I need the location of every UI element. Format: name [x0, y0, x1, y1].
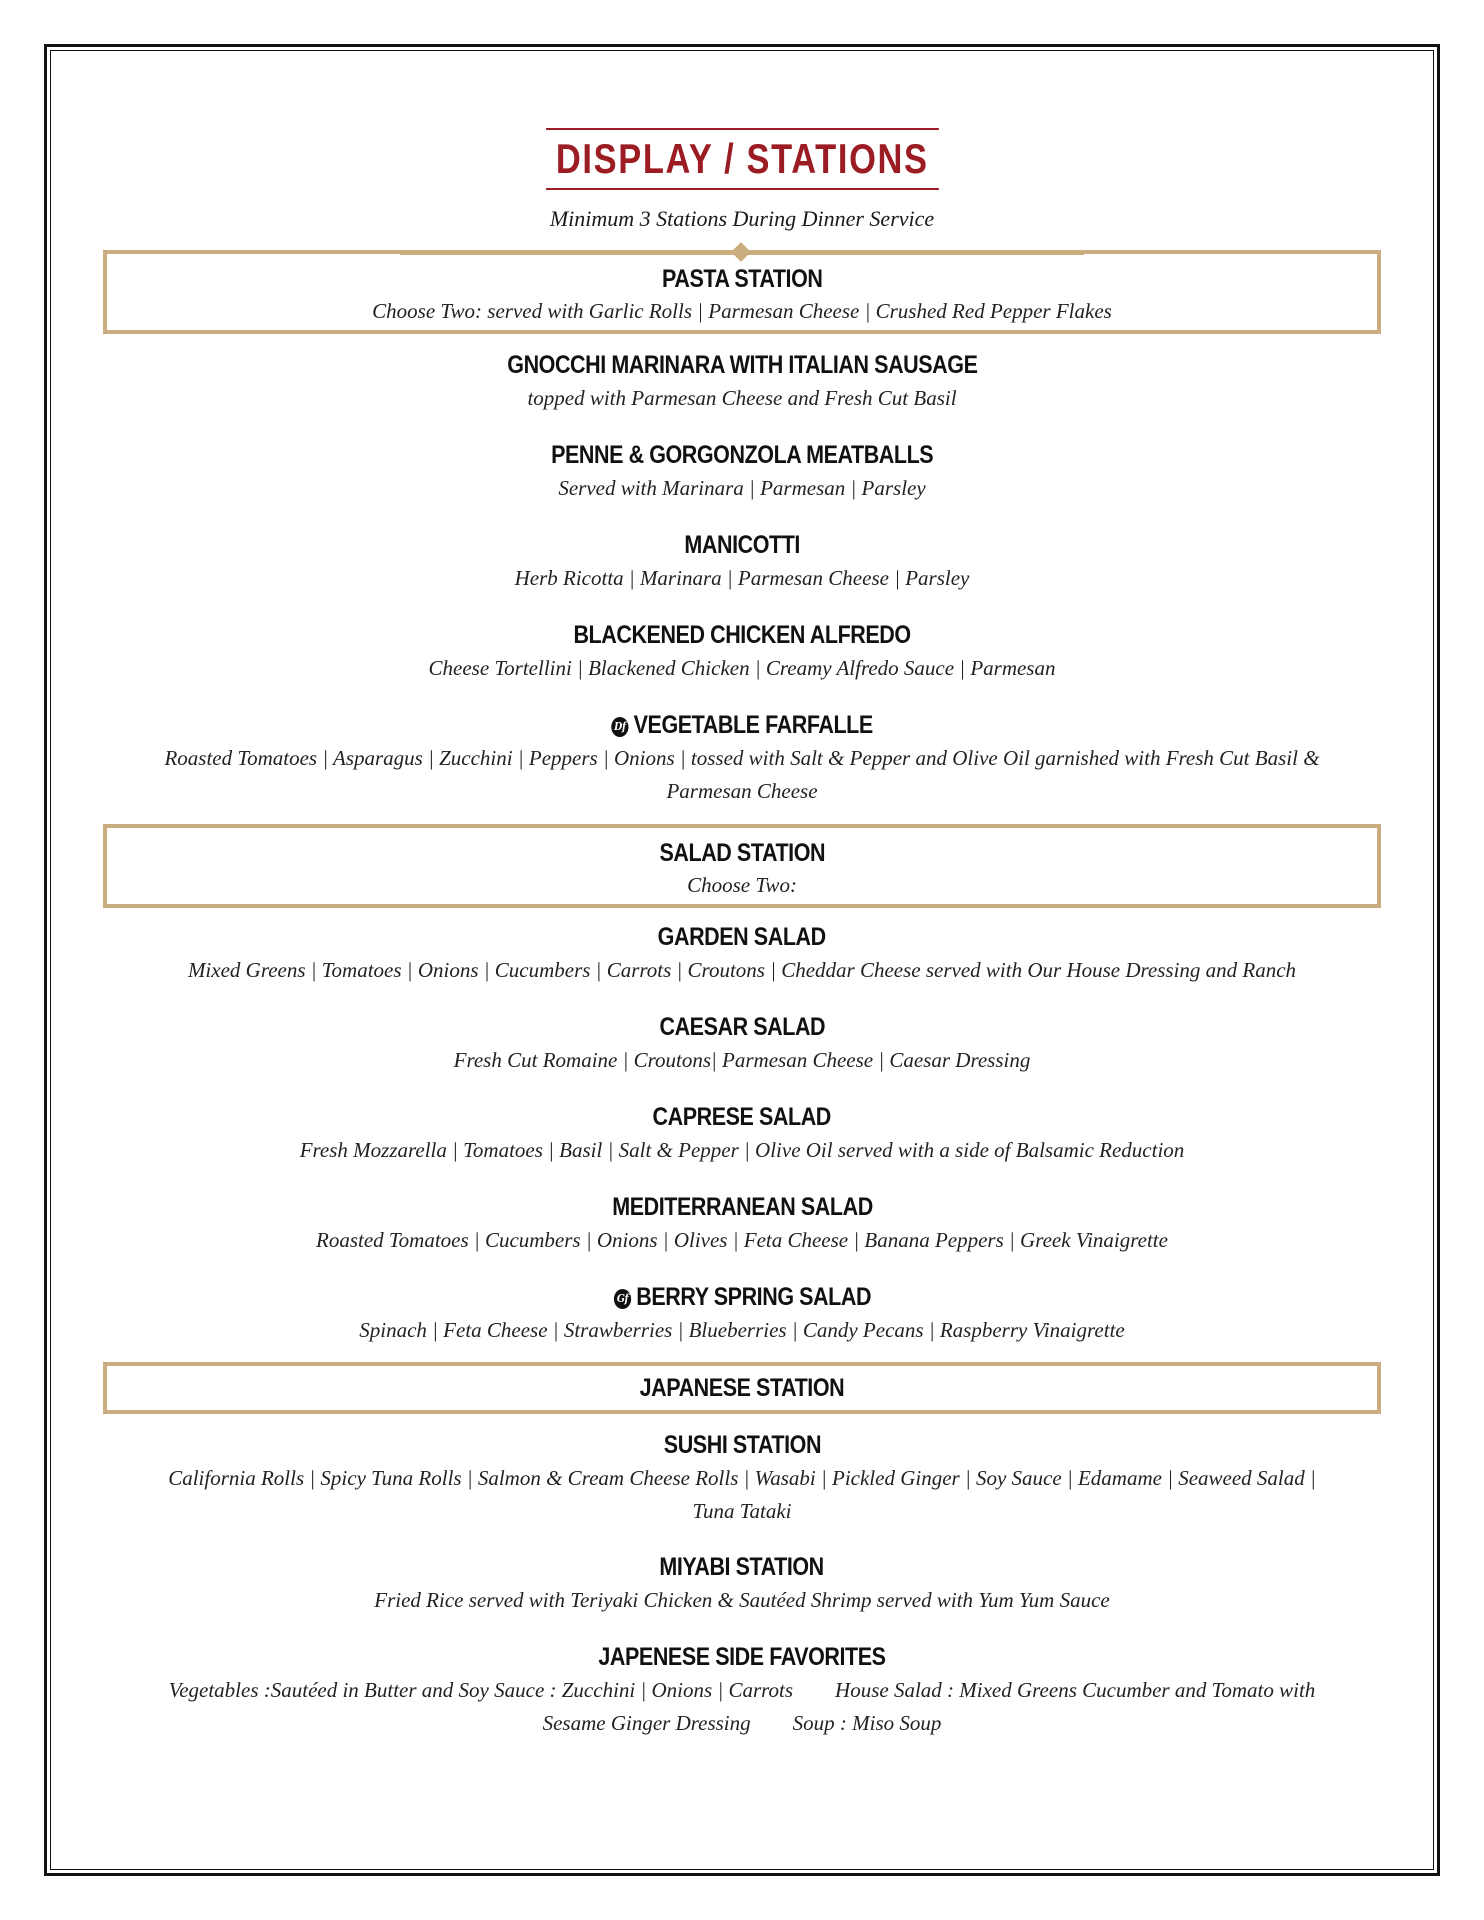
salad-station-note: Choose Two:	[687, 873, 797, 897]
menu-item	[120, 618, 1364, 685]
japanese-station-box	[103, 1362, 1381, 1414]
item-name: VEGETABLE FARFALLE	[633, 711, 873, 739]
item-description-cont: Sesame Ginger Dressing Soup : Miso Soup	[542, 1711, 942, 1735]
menu-item	[120, 438, 1364, 505]
item-description: Roasted Tomatoes | Asparagus | Zucchini | Peppers | Onions | tossed with Salt & Pepper and Olive Oil garnished with Fresh Cut Basil &	[164, 746, 1320, 770]
item-description: Served with Marinara | Parmesan | Parsley	[558, 476, 926, 500]
menu-item	[120, 1190, 1364, 1257]
item-description-cont: Tuna Tataki	[692, 1499, 792, 1523]
menu-item	[120, 1010, 1364, 1077]
menu-item	[120, 920, 1364, 987]
menu-item	[120, 1550, 1364, 1617]
item-name: BLACKENED CHICKEN ALFREDO	[573, 621, 911, 649]
item-name: GARDEN SALAD	[657, 923, 827, 951]
page-title: DISPLAY / STATIONS	[546, 128, 938, 190]
pasta-station-heading: PASTA STATION	[661, 265, 823, 293]
dairy-free-icon: Df	[611, 717, 628, 737]
item-description: Vegetables :Sautéed in Butter and Soy Sauce : Zucchini | Onions | Carrots House Salad : Mixed Greens Cucumber and Tomato with	[168, 1678, 1316, 1702]
menu-item	[120, 528, 1364, 595]
item-description: topped with Parmesan Cheese and Fresh Cut Basil	[527, 386, 957, 410]
item-description: California Rolls | Spicy Tuna Rolls | Salmon & Cream Cheese Rolls | Wasabi | Pickled Ginger | Soy Sauce | Edamame | Seaweed Salad |	[168, 1466, 1316, 1490]
item-description: Herb Ricotta | Marinara | Parmesan Cheese | Parsley	[514, 566, 970, 590]
pasta-station-box	[103, 250, 1381, 334]
item-description: Mixed Greens | Tomatoes | Onions | Cucumbers | Carrots | Croutons | Cheddar Cheese served with Our House Dressing and Ranch	[187, 958, 1297, 982]
item-name: GNOCCHI MARINARA WITH ITALIAN SAUSAGE	[506, 351, 978, 379]
item-description: Fried Rice served with Teriyaki Chicken & Sautéed Shrimp served with Yum Yum Sauce	[374, 1588, 1110, 1612]
menu-item	[120, 1640, 1364, 1740]
item-description: Fresh Mozzarella | Tomatoes | Basil | Salt & Pepper | Olive Oil served with a side of Balsamic Reduction	[299, 1138, 1185, 1162]
menu-item	[120, 1428, 1364, 1528]
item-name: SUSHI STATION	[663, 1431, 821, 1459]
item-description: Spinach | Feta Cheese | Strawberries | Blueberries | Candy Pecans | Raspberry Vinaigrette	[359, 1318, 1125, 1342]
salad-station-heading: SALAD STATION	[659, 839, 825, 867]
item-name: MANICOTTI	[684, 531, 800, 559]
menu-item	[120, 348, 1364, 415]
item-name: MEDITERRANEAN SALAD	[611, 1193, 873, 1221]
pasta-station-note: Choose Two: served with Garlic Rolls | Parmesan Cheese | Crushed Red Pepper Flakes	[372, 299, 1112, 323]
item-description: Fresh Cut Romaine | Croutons| Parmesan Cheese | Caesar Dressing	[453, 1048, 1031, 1072]
item-name: CAPRESE SALAD	[652, 1103, 832, 1131]
item-description: Roasted Tomatoes | Cucumbers | Onions | Olives | Feta Cheese | Banana Peppers | Greek Vinaigrette	[316, 1228, 1168, 1252]
item-name: PENNE & GORGONZOLA MEATBALLS	[550, 441, 934, 469]
title-block	[0, 128, 1484, 190]
item-name: JAPENESE SIDE FAVORITES	[598, 1643, 886, 1671]
item-name-wrap	[613, 1280, 870, 1314]
menu-item	[120, 1100, 1364, 1167]
item-description-cont: Parmesan Cheese	[666, 779, 818, 803]
item-description: Cheese Tortellini | Blackened Chicken | Creamy Alfredo Sauce | Parmesan	[428, 656, 1056, 680]
menu-item	[120, 708, 1364, 808]
item-name: BERRY SPRING SALAD	[635, 1283, 871, 1311]
menu-item	[120, 1280, 1364, 1347]
salad-station-box	[103, 824, 1381, 908]
page-subtitle: Minimum 3 Stations During Dinner Service	[549, 206, 935, 231]
gluten-free-icon: Gf	[613, 1289, 630, 1309]
item-name: CAESAR SALAD	[659, 1013, 825, 1041]
japanese-station-heading: JAPANESE STATION	[639, 1374, 845, 1402]
item-name-wrap	[611, 708, 872, 742]
item-name: MIYABI STATION	[659, 1553, 825, 1581]
